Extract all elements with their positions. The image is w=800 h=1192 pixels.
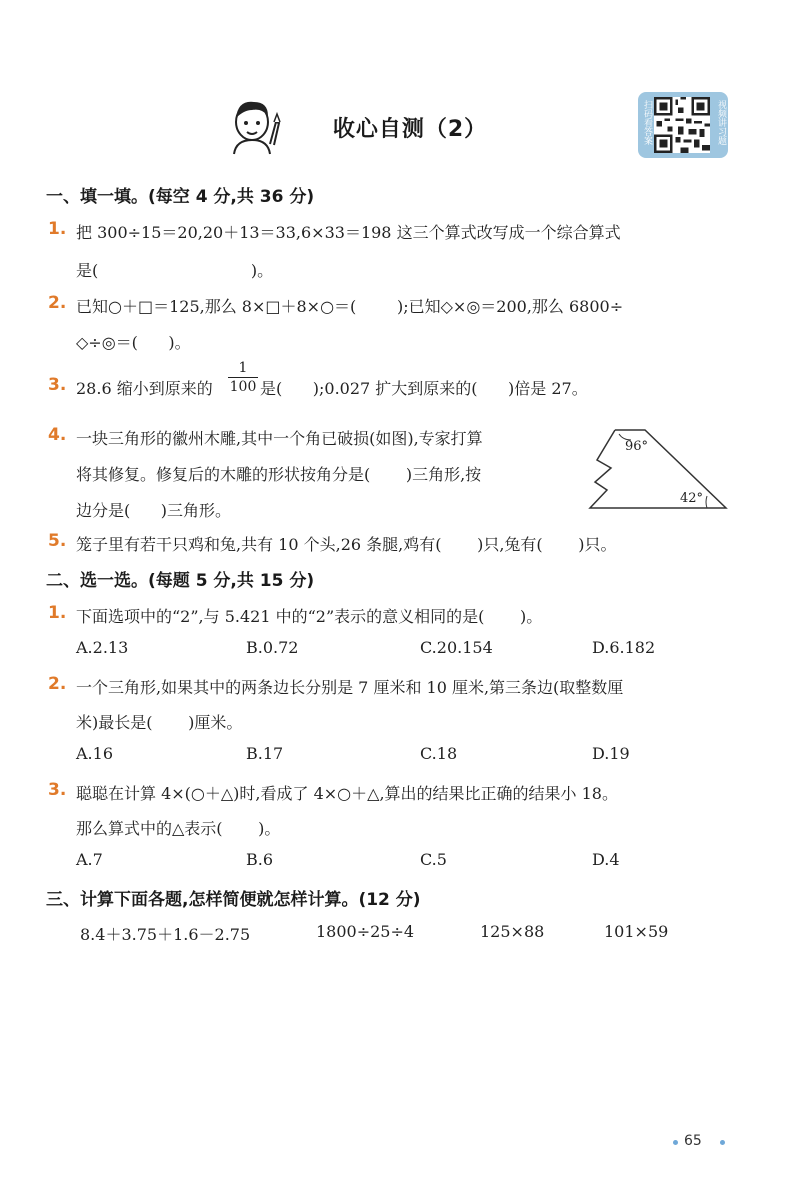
q2-2-option-c[interactable]: C.18 [420, 744, 458, 763]
q1-1-line1: 把 300÷15＝20,20＋13＝33,6×33＝198 这三个算式改写成一个综合算式 [76, 223, 621, 242]
calc-item-1: 8.4＋3.75＋1.6－2.75 [80, 925, 251, 944]
q2-1-line1: 下面选项中的“2”,与 5.421 中的“2”表示的意义相同的是( )。 [76, 607, 543, 626]
q2-2-option-a[interactable]: A.16 [76, 744, 113, 763]
section-heading-calculation: 三、计算下面各题,怎样简便就怎样计算。(12 分) [46, 890, 421, 910]
q2-2-number: 2. [48, 674, 67, 694]
q1-2-line2: ◇÷◎＝( )。 [76, 333, 191, 352]
calc-item-3: 125×88 [480, 922, 545, 941]
qr-code-icon[interactable] [654, 97, 710, 153]
fraction-numerator: 1 [238, 360, 248, 376]
angle-label-42: 42° [680, 491, 704, 506]
page-title: 收心自测（2） [332, 117, 488, 142]
qr-label-right: 视频讲习题 [716, 100, 726, 145]
broken-triangle-figure [585, 420, 730, 512]
q1-5-number: 5. [48, 531, 67, 551]
q2-3-option-a[interactable]: A.7 [76, 850, 103, 869]
q1-2-number: 2. [48, 293, 67, 313]
fraction-bar [228, 377, 258, 378]
q2-1-option-d[interactable]: D.6.182 [592, 638, 656, 657]
q2-1-option-b[interactable]: B.0.72 [246, 638, 299, 657]
fraction-denominator: 100 [229, 379, 257, 395]
q2-3-option-b[interactable]: B.6 [246, 850, 274, 869]
q2-1-option-c[interactable]: C.20.154 [420, 638, 493, 657]
q1-3-fraction [228, 360, 258, 395]
q1-4-line3: 边分是( )三角形。 [76, 501, 232, 520]
calc-item-2: 1800÷25÷4 [316, 922, 415, 941]
q1-3-number: 3. [48, 375, 67, 395]
section-heading-fill-in: 一、填一填。(每空 4 分,共 36 分) [46, 187, 315, 207]
q2-2-line2: 米)最长是( )厘米。 [76, 713, 243, 732]
qr-code-card[interactable] [638, 92, 728, 158]
page-dot-left [673, 1140, 678, 1145]
q2-3-option-d[interactable]: D.4 [592, 850, 620, 869]
page-number: 65 [684, 1133, 702, 1149]
calc-item-4: 101×59 [604, 922, 669, 941]
q2-3-number: 3. [48, 780, 67, 800]
q1-1-line2: 是( )。 [76, 261, 274, 280]
q2-1-option-a[interactable]: A.2.13 [76, 638, 129, 657]
q1-3-pre: 28.6 缩小到原来的 [76, 379, 213, 398]
q1-3-post: 是( );0.027 扩大到原来的( )倍是 27。 [260, 379, 588, 398]
q2-2-option-b[interactable]: B.17 [246, 744, 284, 763]
q2-2-option-d[interactable]: D.19 [592, 744, 630, 763]
q1-5-line1: 笼子里有若干只鸡和兔,共有 10 个头,26 条腿,鸡有( )只,兔有( )只。 [76, 535, 617, 554]
section-heading-multiple-choice: 二、选一选。(每题 5 分,共 15 分) [46, 571, 315, 591]
q2-3-line1: 聪聪在计算 4×(○＋△)时,看成了 4×○＋△,算出的结果比正确的结果小 18。 [76, 784, 618, 803]
q1-4-line2: 将其修复。修复后的木雕的形状按角分是( )三角形,按 [76, 465, 482, 484]
q1-4-line1: 一块三角形的徽州木雕,其中一个角已破损(如图),专家打算 [76, 429, 483, 448]
mascot-boy-icon [222, 92, 286, 156]
qr-label-left: 扫码看答案 [642, 100, 652, 145]
q2-1-number: 1. [48, 603, 67, 623]
angle-label-96: 96° [625, 439, 649, 454]
q1-2-line1: 已知○＋□＝125,那么 8×□＋8×○＝( );已知◇×◎＝200,那么 6800÷ [76, 297, 624, 316]
q1-4-number: 4. [48, 425, 67, 445]
page-dot-right [720, 1140, 725, 1145]
q2-3-option-c[interactable]: C.5 [420, 850, 447, 869]
q1-1-number: 1. [48, 219, 67, 239]
q2-3-line2: 那么算式中的△表示( )。 [76, 819, 281, 838]
q2-2-line1: 一个三角形,如果其中的两条边长分别是 7 厘米和 10 厘米,第三条边(取整数厘 [76, 678, 624, 697]
